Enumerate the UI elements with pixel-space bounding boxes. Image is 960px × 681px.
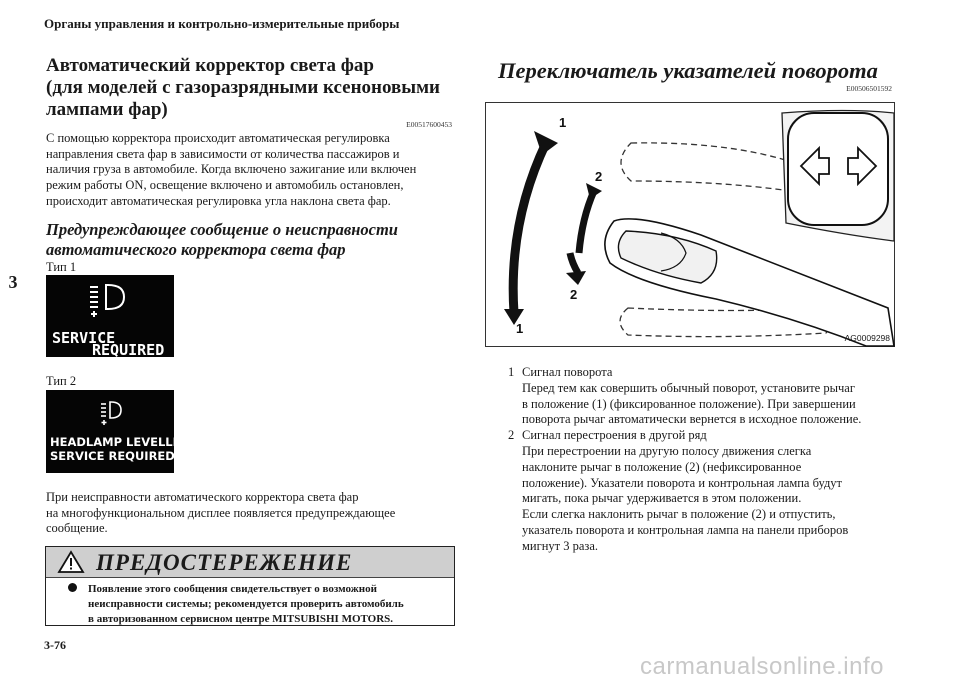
legend-line: положение). Указатели поворота и контрольная лампа будут (522, 475, 843, 490)
figure-code: AG0009298 (844, 333, 890, 343)
intro-paragraph (46, 131, 456, 210)
heading-line: Автоматический корректор света фар (46, 55, 375, 76)
type1-label: Тип 1 (46, 260, 77, 274)
section-code: E00517600453 (406, 120, 452, 129)
legend-number: 2 (508, 428, 515, 443)
legend-line: указатель поворота и контрольная лампа на панели приборов (522, 522, 849, 537)
watermark: carmanualsonline.info (640, 653, 884, 680)
figure-legend (508, 365, 898, 555)
heading-line: автоматического корректора света фар (46, 240, 346, 259)
subsection-heading-warning-message (46, 220, 456, 260)
paragraph-line: режим работы ON, освещение включено и автомобиль остановлен, (46, 178, 404, 193)
legend-number: 1 (508, 365, 515, 379)
legend-line: мигать, пока рычаг удерживается в этом положении. (522, 491, 802, 506)
caution-text (88, 582, 448, 627)
legend-line: Сигнал перестроения в другой ряд (522, 428, 707, 443)
caution-line: Появление этого сообщения свидетельствует о возможной (88, 583, 377, 595)
headlamp-leveling-icon (46, 275, 174, 357)
chapter-number: 3 (8, 272, 18, 292)
legend-line: наклоните рычаг в положение (2) (нефиксированное (522, 459, 802, 474)
label-2-bottom: 2 (570, 287, 578, 302)
paragraph-line: При неисправности автоматического корректора света фар (46, 490, 359, 504)
caution-line: в авторизованном сервисном центре MITSUBISHI MOTORS. (88, 613, 394, 625)
bullet-icon (68, 583, 77, 592)
type2-display-image (46, 390, 196, 473)
legend-line: При перестроении на другую полосу движения слегка (522, 443, 812, 458)
warning-triangle-icon (58, 551, 84, 573)
type1-display-line2: REQUIRED (92, 341, 165, 359)
paragraph-line: наличия груза в автомобиле. Когда включено зажигание или включен (46, 162, 417, 177)
heading-line: Предупреждающее сообщение о неисправности (46, 220, 398, 239)
turn-signal-lever-figure (485, 102, 895, 347)
legend-line: в положение (1) (фиксированное положение). При завершении (522, 396, 856, 411)
heading-line: (для моделей с газоразрядными ксеноновыми (46, 77, 440, 98)
legend-item (508, 365, 898, 428)
legend-line: Перед тем как совершить обычный поворот, установите рычаг (522, 380, 855, 395)
paragraph-line: на многофункциональном дисплее появляется предупреждающее (46, 505, 396, 520)
section-heading-turn-signal-lever: Переключатель указателей поворота (498, 58, 878, 83)
warning-message-paragraph (46, 490, 456, 537)
heading-line: лампами фар) (46, 99, 168, 120)
paragraph-line: направления света фар в зависимости от количества пассажиров и (46, 146, 400, 161)
turn-signal-lever-illustration (486, 103, 894, 346)
caution-title: ПРЕДОСТЕРЕЖЕНИЕ (96, 550, 353, 575)
legend-line: Сигнал поворота (522, 365, 613, 379)
label-2-top: 2 (595, 169, 603, 184)
page-number: 3-76 (44, 638, 66, 652)
caution-header (46, 547, 454, 578)
type2-label: Тип 2 (46, 374, 77, 388)
arrow-down-small-icon (566, 271, 586, 285)
type2-display-line1: HEADLAMP LEVELLING (50, 435, 196, 449)
paragraph-line: С помощью корректора происходит автоматическая регулировка (46, 131, 390, 145)
running-header: Органы управления и контрольно-измерительные приборы (44, 16, 400, 31)
type1-display-image (46, 275, 174, 357)
caution-line: неисправности системы; рекомендуется проверить автомобиль (88, 598, 404, 610)
legend-line: Если слегка наклонить рычаг в положение (2) и отпустить, (522, 507, 836, 522)
label-1-top: 1 (559, 115, 567, 130)
label-1-bottom: 1 (516, 321, 524, 336)
type1-display-line1: SERVICE (52, 329, 116, 347)
legend-item (508, 428, 898, 554)
caution-box (45, 546, 455, 626)
headlamp-leveling-icon-small (46, 390, 196, 473)
legend-line: мигнут 3 раза. (522, 538, 599, 553)
section-heading-headlamp-leveling (46, 55, 451, 121)
section-code: E00506501592 (846, 84, 892, 93)
type2-display-line2: SERVICE REQUIRED (50, 449, 175, 463)
paragraph-line: происходит автоматическая регулировка угла наклона света фар. (46, 193, 391, 208)
position-1-arc (513, 143, 546, 313)
legend-line: поворота рычаг автоматически вернется в исходное положение. (522, 412, 862, 427)
paragraph-line: сообщение. (46, 521, 108, 536)
